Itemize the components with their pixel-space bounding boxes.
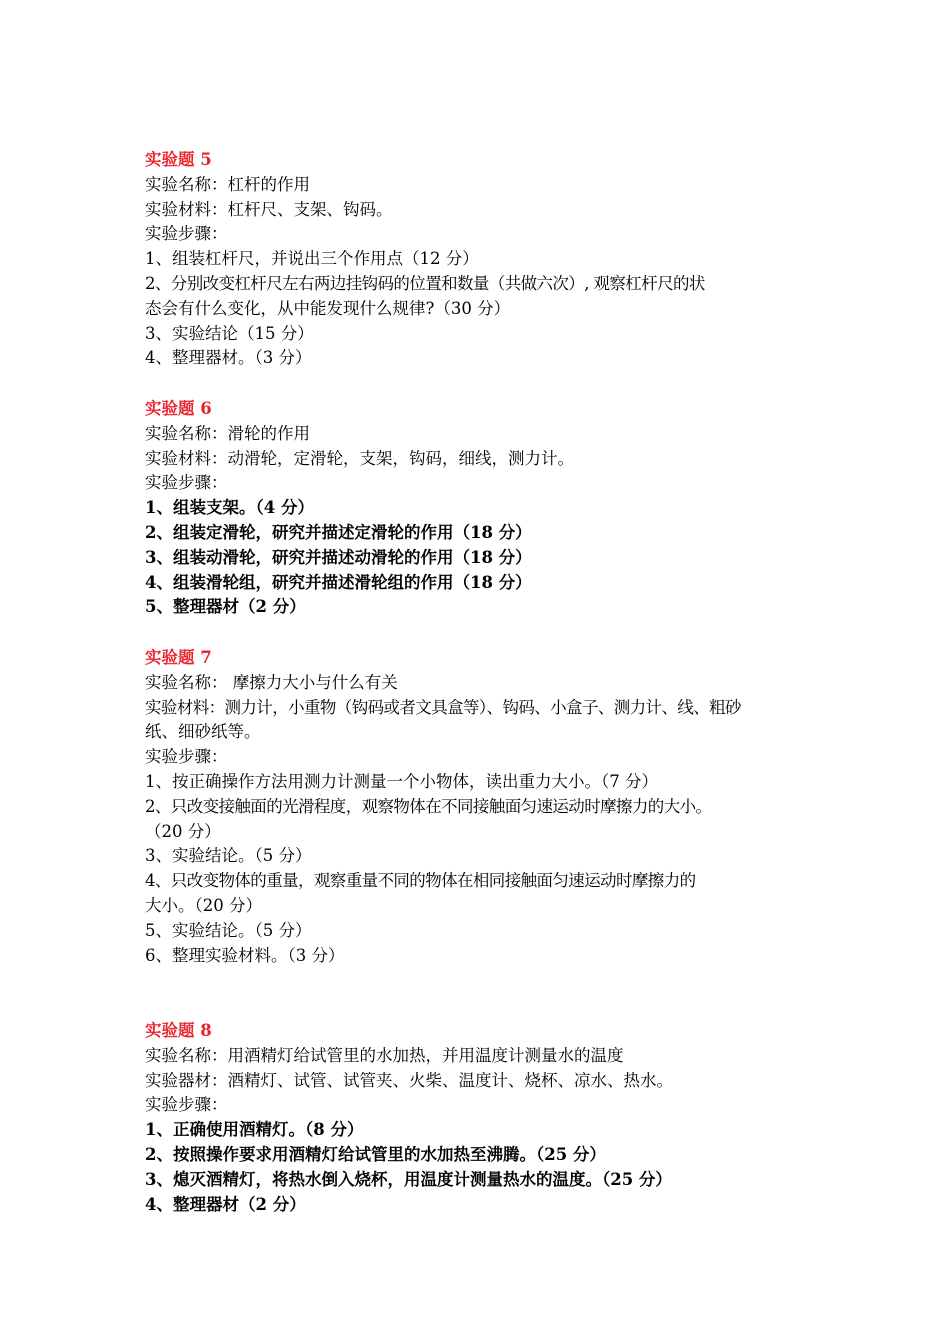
experiment-name: 实验名称：滑轮的作用 xyxy=(145,423,310,443)
experiment-title: 实验题 5 xyxy=(145,150,212,169)
steps-heading: 实验步骤： xyxy=(145,473,228,493)
experiment-materials: 纸、细砂纸等。 xyxy=(145,722,261,742)
experiment-materials: 实验材料：动滑轮，定滑轮，支架，钩码，细线，测力计。 xyxy=(145,448,574,468)
step-line: 3、熄灭酒精灯，将热水倒入烧杯，用温度计测量热水的温度。（25 分） xyxy=(145,1169,672,1189)
experiment-title: 实验题 6 xyxy=(145,399,212,418)
step-line: 2、组装定滑轮，研究并描述定滑轮的作用（18 分） xyxy=(145,522,532,542)
step-line: 5、实验结论。（5 分） xyxy=(145,920,312,940)
experiment-materials: 实验材料：杠杆尺、支架、钩码。 xyxy=(145,199,393,219)
step-line: 3、实验结论。（5 分） xyxy=(145,846,312,866)
step-line: 6、整理实验材料。（3 分） xyxy=(145,945,345,965)
steps-heading: 实验步骤： xyxy=(145,1095,228,1115)
step-line: 2、按照操作要求用酒精灯给试管里的水加热至沸腾。（25 分） xyxy=(145,1144,606,1164)
step-line: 1、正确使用酒精灯。（8 分） xyxy=(145,1120,364,1140)
step-line: 大小。（20 分） xyxy=(145,895,262,915)
step-line: 4、只改变物体的重量，观察重量不同的物体在相同接触面匀速运动时摩擦力的 xyxy=(145,871,696,891)
experiment-title: 实验题 8 xyxy=(145,1021,212,1040)
step-line: 4、组装滑轮组，研究并描述滑轮组的作用（18 分） xyxy=(145,572,532,592)
step-line: 3、组装动滑轮，研究并描述动滑轮的作用（18 分） xyxy=(145,547,532,567)
steps-heading: 实验步骤： xyxy=(145,224,228,244)
steps-heading: 实验步骤： xyxy=(145,747,228,767)
step-line: 2、分别改变杠杆尺左右两边挂钩码的位置和数量（共做六次）, 观察杠杆尺的状 xyxy=(145,273,705,293)
step-line: 1、按正确操作方法用测力计测量一个小物体，读出重力大小。（7 分） xyxy=(145,771,658,791)
step-line: 1、组装杠杆尺，并说出三个作用点（12 分） xyxy=(145,249,479,269)
experiment-6 xyxy=(145,397,825,620)
step-line: 5、整理器材（2 分） xyxy=(145,597,306,617)
step-line: 2、只改变接触面的光滑程度，观察物体在不同接触面匀速运动时摩擦力的大小。 xyxy=(145,796,712,816)
experiment-materials: 实验器材：酒精灯、试管、试管夹、火柴、温度计、烧杯、凉水、热水。 xyxy=(145,1070,673,1090)
step-line: （20 分） xyxy=(145,821,221,841)
experiment-name: 实验名称： 摩擦力大小与什么有关 xyxy=(145,672,398,692)
experiment-title: 实验题 7 xyxy=(145,648,212,667)
experiment-8 xyxy=(145,1019,825,1217)
step-line: 1、组装支架。（4 分） xyxy=(145,498,314,518)
step-line: 3、实验结论（15 分） xyxy=(145,323,314,343)
experiment-5 xyxy=(145,148,825,371)
experiment-name: 实验名称：杠杆的作用 xyxy=(145,174,310,194)
experiment-name: 实验名称：用酒精灯给试管里的水加热，并用温度计测量水的温度 xyxy=(145,1045,624,1065)
experiment-7 xyxy=(145,646,825,968)
experiment-materials: 实验材料：测力计，小重物（钩码或者文具盒等）、钩码、小盒子、测力计、线、粗砂 xyxy=(145,697,741,717)
step-line: 4、整理器材（2 分） xyxy=(145,1194,306,1214)
step-line: 4、整理器材。（3 分） xyxy=(145,348,312,368)
step-line: 态会有什么变化，从中能发现什么规律?（30 分） xyxy=(145,298,511,318)
